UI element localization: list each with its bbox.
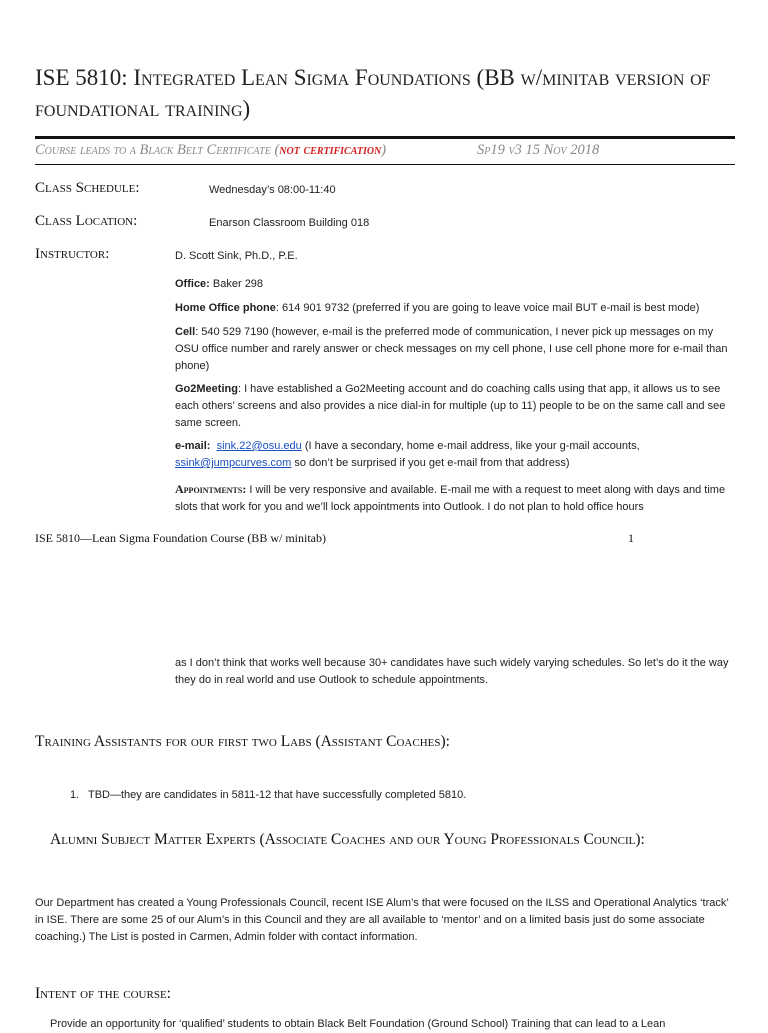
subtitle-rule (35, 164, 735, 165)
subtitle-text: Course leads to a Black Belt Certificate ( (35, 142, 280, 158)
appointments-continuation: as I don’t think that works well because 30+ candidates have such widely varying schedules. So let’s do it the way they do in real world and use Outlook to schedule appointments. (175, 657, 729, 686)
list-item-number: 1. (70, 789, 80, 801)
go2meeting-label: Go2Meeting (175, 383, 238, 395)
alumni-body: Our Department has created a Young Professionals Council, recent ISE Alum’s that were focused on the ILSS and Operational Analytics ‘track’ in ISE. There are some 25 of our Alum’s in this Council and they are all available to ‘mentor’ and on a limited basis just do some associate coaching.) The List is posted in Carmen, Admin folder with contact information. (35, 897, 729, 943)
appointments-paragraph (175, 481, 735, 516)
office-line (175, 276, 735, 293)
training-assistants-heading: Training Assistants for our first two Labs (Assistant Coaches): (35, 733, 450, 750)
subtitle-close: ) (381, 142, 387, 158)
go2meeting-paragraph (175, 381, 735, 432)
page-number: 1 (628, 531, 634, 545)
email-tail: so don’t be surprised if you get e-mail from that address) (291, 457, 570, 469)
class-schedule-label: Class Schedule: (35, 180, 140, 196)
instructor-label: Instructor: (35, 246, 110, 262)
footer-text: ISE 5810—Lean Sigma Foundation Course (BB w/ minitab) (35, 531, 326, 545)
office-value: Baker 298 (209, 278, 264, 290)
secondary-email-link[interactable]: ssink@jumpcurves.com (175, 457, 292, 469)
home-phone-label: Home Office phone (175, 302, 276, 314)
version-label: Sp19 v3 15 Nov 2018 (477, 142, 600, 158)
appointments-label: Appointments: (175, 482, 247, 496)
primary-email-link[interactable]: sink.22@osu.edu (216, 440, 302, 452)
appointments-value: I will be very responsive and available. E-mail me with a request to meet along with days and time slots that work for you and we’ll lock appointments into Outlook. I do not plan to hold office hours (175, 484, 726, 513)
class-schedule-value: Wednesday’s 08:00-11:40 (209, 184, 336, 196)
document-title: ISE 5810: Integrated Lean Sigma Foundations (BB w/minitab version of foundational training) (35, 65, 711, 121)
class-location-label: Class Location: (35, 213, 138, 229)
home-phone-line (175, 300, 735, 317)
subtitle-row (35, 142, 735, 159)
intent-heading: Intent of the course: (35, 985, 171, 1002)
office-label: Office: (175, 278, 210, 290)
class-location-value: Enarson Classroom Building 018 (209, 217, 370, 229)
title-rule (35, 136, 735, 139)
cell-value: : 540 529 7190 (however, e-mail is the preferred mode of communication, I never pick up messages on my OSU office number and rarely answer or check messages on my cell phone, I use cell phone more for e-mail than phone) (175, 326, 728, 372)
not-certification-label: not certification (279, 142, 382, 158)
email-paragraph (175, 438, 735, 472)
home-phone-value: : 614 901 9732 (preferred if you are going to leave voice mail BUT e-mail is best mode) (275, 302, 700, 314)
cell-label: Cell (175, 326, 196, 338)
list-item: TBD—they are candidates in 5811-12 that have successfully completed 5810. (88, 789, 467, 801)
instructor-name: D. Scott Sink, Ph.D., P.E. (175, 250, 298, 262)
page-footer (35, 531, 695, 546)
cell-paragraph (175, 324, 735, 375)
intent-body: Provide an opportunity for ‘qualified’ students to obtain Black Belt Foundation (Ground School) Training that can lead to a Lean (50, 1018, 666, 1030)
email-note: (I have a secondary, home e-mail address, like your g-mail accounts, (301, 440, 640, 452)
email-label: e-mail: (175, 440, 211, 452)
go2meeting-value: : I have established a Go2Meeting account and do coaching calls using that app, it allows us to see each others’ screens and also provides a nice dial-in for multiple (up to 11) people to be on the same call and see same screen. (175, 383, 726, 429)
alumni-heading: Alumni Subject Matter Experts (Associate Coaches and our Young Professionals Council): (50, 831, 645, 848)
